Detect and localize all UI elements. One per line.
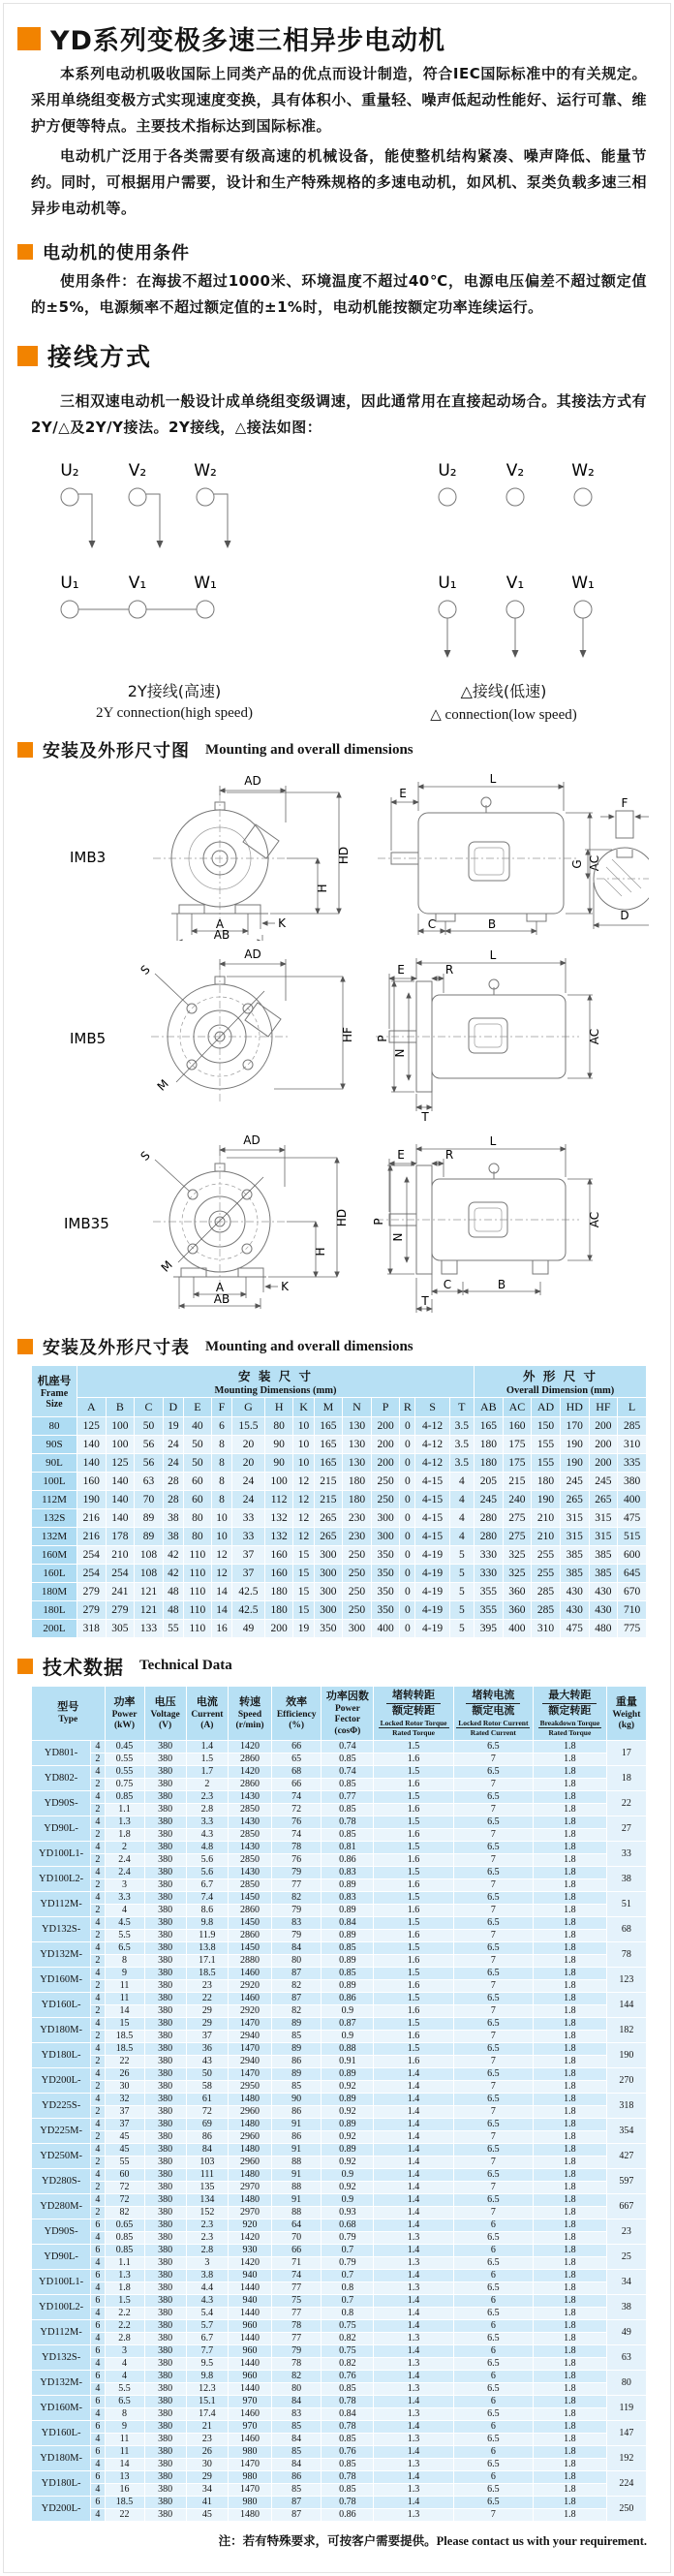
weight-cell: 123 [606,1968,646,1993]
orange-bullet-icon [17,1339,33,1354]
model-cell: YD180L- [32,2471,91,2497]
table-row: 90L 140 125 56 24 50 8 20 90 10 165 130 200 0 4-12 3.5 180 175 155 190 200 335 [32,1454,647,1473]
weight-cell: 597 [606,2169,646,2194]
model-cell: YD200L- [32,2497,91,2522]
table-row: 4 16 380 34 1470 85 0.85 1.3 6.5 1.8 [32,2484,647,2497]
table-row: 2 55 380 103 2960 88 0.92 1.4 7 1.8 [32,2157,647,2169]
svg-text:C: C [443,1278,452,1291]
table-row: 2 45 380 86 2960 86 0.92 1.4 7 1.8 [32,2131,647,2144]
table-row: 2 18.5 380 37 2940 85 0.9 1.6 7 1.8 [32,2031,647,2043]
technical-data-table [31,1686,647,2522]
weight-cell: 68 [606,1917,646,1942]
table-row: 4 11 380 23 1460 84 0.85 1.3 6.5 1.8 [32,2434,647,2446]
table-row: 4 4 380 9.5 1440 78 0.82 1.3 6.5 1.8 [32,2358,647,2371]
table-row: YD100L1- 6 1.3 380 3.8 940 74 0.7 1.4 6 1.8 34 [32,2270,647,2282]
table-row: 2 22 380 43 2940 86 0.91 1.6 7 1.8 [32,2056,647,2068]
orange-bullet-icon [17,1659,33,1674]
table-row: 2 4 380 8.6 2860 79 0.89 1.6 7 1.8 [32,1905,647,1917]
model-cell: YD180M- [32,2018,91,2043]
svg-text:AB: AB [213,1292,230,1306]
tech-title-en: Technical Data [139,1658,232,1673]
svg-text:V₁: V₁ [506,574,525,593]
speed-header: 转速 Speed (r/min) [229,1687,272,1741]
table-row: YD180M- 6 11 380 26 980 85 0.76 1.4 6 1.8 192 [32,2446,647,2459]
voltage-header: 电压 Voltage (V) [144,1687,186,1741]
model-cell: YD280M- [32,2194,91,2219]
svg-text:W₁: W₁ [194,574,217,593]
mounting-dimensions-table [31,1365,647,1638]
orange-bullet-icon [17,742,33,758]
model-cell: YD132S- [32,2345,91,2371]
svg-text:N: N [393,1048,407,1058]
svg-text:E: E [397,1148,405,1162]
model-cell: YD180L- [32,2043,91,2068]
model-cell: YD160M- [32,2396,91,2421]
table-row: YD180M- 4 15 380 29 1470 89 0.87 1.5 6.5 1.8 182 [32,2018,647,2031]
table-row: 132S 216 140 89 38 80 10 33 132 12 265 230 300 0 4-15 4 280 275 210 315 315 475 [32,1509,647,1528]
svg-text:IMB5: IMB5 [70,1030,107,1047]
model-cell: YD225S- [32,2094,91,2119]
frame-size-header: 机座号 Frame Size [32,1366,77,1417]
intro-paragraph-1: 本系列电动机吸收国际上同类产品的优点而设计制造，符合IEC国际标准中的有关规定。采用单绕组变极方式实现速度变换，具有体积小、重量轻、噪声低起动性能好、运行可靠、维护方便等特点。主要技术指标达到国际标准。 [31,65,647,135]
table-row: 160M 254 210 108 42 110 12 37 160 15 300 250 350 0 4-19 5 330 325 255 385 385 600 [32,1546,647,1565]
svg-text:V₂: V₂ [506,461,525,481]
table-row: YD180L- 4 18.5 380 36 1470 89 0.88 1.5 6.5 1.8 190 [32,2043,647,2056]
mounting-table-body [32,1417,647,1638]
model-cell: YD112M- [32,1892,91,1917]
svg-text:W₂: W₂ [571,461,595,481]
svg-text:IMB35: IMB35 [64,1215,109,1232]
dim-column-header: C [135,1398,164,1417]
wiring-delta-diagram [368,450,639,673]
table-row: YD100L2- 6 1.5 380 4.3 940 75 0.7 1.4 6 1.8 38 [32,2295,647,2308]
weight-cell: 18 [606,1766,646,1791]
svg-text:T: T [421,1294,429,1308]
svg-text:HD: HD [335,1208,349,1227]
table-row: 2 5.5 380 11.9 2860 79 0.89 1.6 7 1.8 [32,1930,647,1942]
table-row: YD802- 4 0.55 380 1.7 1420 68 0.74 1.5 6.5 1.8 18 [32,1766,647,1779]
svg-text:A: A [215,1281,225,1294]
weight-cell: 318 [606,2094,646,2119]
table-row: YD801- 4 0.45 380 1.4 1420 66 0.74 1.5 6.5 1.8 17 [32,1741,647,1754]
model-cell: YD100L2- [32,1867,91,1892]
svg-text:V₁: V₁ [128,574,147,593]
mounting-table-title-row [17,1334,647,1359]
weight-cell: 23 [606,2219,646,2245]
dim-column-header: E [183,1398,211,1417]
orange-bullet-icon [17,27,41,50]
dim-column-header: R [400,1398,415,1417]
dim-column-header: H [264,1398,293,1417]
table-row: 4 0.85 380 2.3 1420 70 0.79 1.3 6.5 1.8 [32,2232,647,2245]
svg-text:U₂: U₂ [60,461,79,481]
model-cell: YD132M- [32,2371,91,2396]
weight-cell: 51 [606,1892,646,1917]
dim-column-header: A [77,1398,107,1417]
svg-text:R: R [444,963,454,977]
wiring-paragraph: 三相双速电动机一般设计成单绕组变级调速，因此通常用在直接起动场合。其接法方式有2Y/△及2Y/Y接法。2Y接线，△接法如图： [31,392,647,436]
imb5-drawing [31,945,649,1129]
table-row: YD100L2- 4 2.4 380 5.6 1430 79 0.83 1.5 6.5 1.8 38 [32,1867,647,1879]
wiring-title: 接线方式 [47,343,153,371]
dim-column-header: B [106,1398,135,1417]
svg-text:B: B [487,917,497,931]
table-row: 2 3 380 6.7 2850 77 0.89 1.6 7 1.8 [32,1879,647,1892]
weight-cell: 33 [606,1842,646,1867]
model-cell: YD200L- [32,2068,91,2094]
imb3-drawing [31,766,649,941]
page-root [3,3,671,2573]
model-cell: YD801- [32,1741,91,1766]
table-row: 180M 279 241 121 48 110 14 42.5 180 15 300 250 350 0 4-19 5 355 360 285 430 430 670 [32,1583,647,1601]
table-row: 2 1.8 380 4.3 2850 74 0.85 1.6 7 1.8 [32,1829,647,1842]
table-row: YD160L- 6 9 380 21 970 85 0.78 1.4 6 1.8 147 [32,2421,647,2434]
svg-text:G: G [570,859,584,869]
model-cell: YD90S- [32,1791,91,1816]
table-row: 2 14 380 29 2920 82 0.9 1.6 7 1.8 [32,2005,647,2018]
svg-text:U₁: U₁ [60,574,79,593]
dim-column-header: N [343,1398,372,1417]
tech-table-body [32,1741,647,2522]
table-row: 4 1.1 380 3 1420 71 0.79 1.3 6.5 1.8 [32,2257,647,2270]
table-row: YD132S- 4 4.5 380 9.8 1450 83 0.84 1.5 6.5 1.8 68 [32,1917,647,1930]
wiring-delta-caption-en: △ connection(low speed) [430,707,577,723]
dim-column-header: HD [560,1398,589,1417]
table-row: 180L 279 279 121 48 110 14 42.5 180 15 300 250 350 0 4-19 5 355 360 285 430 430 710 [32,1601,647,1620]
current-header: 电流 Current (A) [186,1687,228,1741]
dim-column-header: F [211,1398,231,1417]
wiring-delta-figure [368,450,639,724]
table-row: 2 37 380 72 2960 86 0.92 1.4 7 1.8 [32,2106,647,2119]
breakdown-torque-header: 最大转距额定转距 $\frac{\text{Breakdown Torque}}{\text{Rated Torque}}$ [534,1687,607,1741]
weight-cell: 250 [606,2497,646,2522]
weight-cell: 192 [606,2446,646,2471]
svg-text:HF: HF [341,1027,354,1042]
dim-column-header: D [163,1398,183,1417]
svg-text:IMB3: IMB3 [70,849,107,866]
table-row: 2 1.1 380 2.8 2850 72 0.85 1.6 7 1.8 [32,1804,647,1816]
weight-cell: 667 [606,2194,646,2219]
mounting-fig-title-en: Mounting and overall dimensions [205,741,414,758]
mounting-fig-title-zh: 安装及外形尺寸图 [43,741,190,761]
dim-letter-row [32,1398,647,1417]
dim-column-header: HF [589,1398,618,1417]
table-row: 2 8 380 17.1 2880 80 0.89 1.6 7 1.8 [32,1955,647,1968]
overall-dims-group-header: 外 形 尺 寸 Overall Dimension (mm) [475,1366,647,1398]
svg-text:K: K [281,1280,289,1293]
model-cell: YD90L- [32,2245,91,2270]
svg-text:U₂: U₂ [438,461,457,481]
svg-text:M: M [158,1257,175,1275]
table-row: YD200L- 4 26 380 50 1470 89 0.89 1.4 6.5 1.8 270 [32,2068,647,2081]
table-row: 132M 216 178 89 38 80 10 33 132 12 265 230 300 0 4-15 4 280 275 210 315 315 515 [32,1528,647,1546]
svg-text:H: H [314,1247,327,1257]
model-cell: YD160L- [32,2421,91,2446]
svg-text:W₁: W₁ [571,574,595,593]
table-row: 160L 254 254 108 42 110 12 37 160 15 300 250 350 0 4-19 5 330 325 255 385 385 645 [32,1565,647,1583]
model-cell: YD132M- [32,1942,91,1968]
mounting-table-title-en: Mounting and overall dimensions [205,1338,414,1354]
svg-text:E: E [399,787,407,800]
weight-cell: 34 [606,2270,646,2295]
dim-column-header: AD [532,1398,561,1417]
weight-cell: 144 [606,1993,646,2018]
weight-cell: 224 [606,2471,646,2497]
svg-text:E: E [397,963,405,977]
table-row: YD132M- 4 6.5 380 13.8 1450 84 0.85 1.5 6.5 1.8 78 [32,1942,647,1955]
type-header: 型号 Type [32,1687,106,1741]
svg-text:C: C [427,917,437,931]
table-row: YD250M- 4 45 380 84 1480 91 0.89 1.4 6.5 1.8 427 [32,2144,647,2157]
svg-text:L: L [489,1134,497,1148]
usage-title-row [17,239,647,264]
model-cell: YD160M- [32,1968,91,1993]
model-cell: YD160L- [32,1993,91,2018]
wiring-2y-caption-en: 2Y connection(high speed) [96,705,253,721]
table-row: YD112M- 4 3.3 380 7.4 1450 82 0.83 1.5 6.5 1.8 51 [32,1892,647,1905]
dim-column-header: T [449,1398,474,1417]
model-cell: YD112M- [32,2320,91,2345]
weight-cell: 22 [606,1791,646,1816]
svg-text:R: R [444,1148,454,1162]
svg-text:V₂: V₂ [128,461,147,481]
weight-cell: 63 [606,2345,646,2371]
table-row: YD225S- 4 32 380 61 1480 90 0.89 1.4 6.5 1.8 318 [32,2094,647,2106]
svg-text:N: N [391,1232,405,1242]
table-row: YD90S- 6 0.65 380 2.3 920 64 0.68 1.4 6 1.8 23 [32,2219,647,2232]
model-cell: YD100L2- [32,2295,91,2320]
table-row: YD280M- 4 72 380 134 1480 91 0.9 1.4 6.5 1.8 667 [32,2194,647,2207]
svg-text:L: L [489,772,497,786]
tech-title-row [17,1652,647,1680]
dim-column-header: P [371,1398,400,1417]
svg-text:K: K [278,916,286,930]
weight-cell: 427 [606,2144,646,2169]
dim-column-header: G [232,1398,265,1417]
svg-text:A: A [215,917,225,931]
table-row: 4 22 380 45 1480 87 0.86 1.3 7 1.8 [32,2509,647,2522]
table-row: 2 2.4 380 5.6 2850 76 0.86 1.6 7 1.8 [32,1854,647,1867]
dim-column-header: K [293,1398,314,1417]
table-row: 112M 190 140 70 28 60 8 24 112 12 215 180 250 0 4-15 4 245 240 190 265 265 400 [32,1491,647,1509]
table-row: YD180L- 6 13 380 29 980 86 0.78 1.4 6 1.8 224 [32,2471,647,2484]
weight-cell: 27 [606,1816,646,1842]
model-cell: YD100L1- [32,1842,91,1867]
wiring-2y-diagram [39,450,310,673]
svg-text:S: S [138,962,153,978]
locked-rotor-current-header: 堵转电流额定电流 $\frac{\text{Locked Rotor Current}}{\text{Rated Current}}$ [453,1687,533,1741]
mounting-dims-group-header: 安 装 尺 寸 Mounting Dimensions (mm) [77,1366,475,1398]
svg-text:L: L [489,948,497,962]
table-row: YD225M- 4 37 380 69 1480 91 0.89 1.4 6.5 1.8 354 [32,2119,647,2131]
tech-header-row [32,1687,647,1741]
svg-text:F: F [621,796,628,810]
tech-title-zh: 技术数据 [43,1656,124,1679]
weight-cell: 25 [606,2245,646,2270]
weight-cell: 80 [606,2371,646,2396]
efficiency-header: 效率 Efficiency (%) [271,1687,321,1741]
table-row: YD112M- 6 2.2 380 5.7 960 78 0.75 1.4 6 1.8 49 [32,2320,647,2333]
orange-bullet-icon [17,346,38,366]
svg-text:AD: AD [244,774,261,788]
table-row: 2 72 380 135 2970 88 0.92 1.4 7 1.8 [32,2182,647,2194]
dim-column-header: AB [475,1398,504,1417]
usage-title: 电动机的使用条件 [43,243,190,264]
weight-cell: 78 [606,1942,646,1968]
table-row: 4 8 380 17.4 1460 83 0.84 1.3 6.5 1.8 [32,2408,647,2421]
dim-column-header: L [618,1398,647,1417]
table-row: YD200L- 6 18.5 380 41 980 87 0.78 1.4 6.5 1.8 250 [32,2497,647,2509]
svg-text:B: B [497,1278,506,1291]
table-row: 4 1.8 380 4.4 1440 77 0.8 1.3 6.5 1.8 [32,2282,647,2295]
svg-text:AC: AC [588,1211,601,1228]
svg-text:AD: AD [244,947,261,961]
model-cell: YD132S- [32,1917,91,1942]
usage-paragraph: 使用条件：在海拔不超过1000米、环境温度不超过40℃，电源电压偏差不超过额定值的±5%，电源频率不超过额定值的±1%时，电动机能按额定功率连续运行。 [31,272,647,316]
table-row: YD132M- 6 4 380 9.8 960 82 0.76 1.4 6 1.8 80 [32,2371,647,2383]
table-row: YD160M- 6 6.5 380 15.1 970 84 0.78 1.4 6 1.8 119 [32,2396,647,2408]
weight-cell: 147 [606,2421,646,2446]
model-cell: YD180M- [32,2446,91,2471]
svg-text:AB: AB [213,928,230,941]
svg-text:T: T [421,1110,429,1124]
table-row: 2 11 380 23 2920 82 0.89 1.6 7 1.8 [32,1980,647,1993]
weight-cell: 182 [606,2018,646,2043]
table-row: YD160M- 4 9 380 18.5 1460 87 0.85 1.5 6.5 1.8 123 [32,1968,647,1980]
mounting-table-title-zh: 安装及外形尺寸表 [43,1338,190,1358]
svg-text:AC: AC [588,1028,601,1045]
svg-text:H: H [316,884,329,893]
svg-text:HD: HD [337,846,351,865]
svg-text:M: M [154,1076,171,1094]
table-row: YD90S- 4 0.85 380 2.3 1430 74 0.77 1.5 6.5 1.8 22 [32,1791,647,1804]
footer-note: 注：若有特殊要求，可按客户需要提供。Please contact us with your requirement. [218,2533,647,2549]
model-cell: YD802- [32,1766,91,1791]
power-header: 功率 Power (kW) [105,1687,144,1741]
table-row: YD100L1- 4 2 380 4.8 1430 78 0.81 1.5 6.5 1.8 33 [32,1842,647,1854]
model-cell: YD225M- [32,2119,91,2144]
wiring-diagrams [31,445,647,724]
svg-text:P: P [372,1218,385,1226]
table-row: YD160L- 4 11 380 22 1460 87 0.86 1.5 6.5 1.8 144 [32,1993,647,2005]
table-row: 200L 318 305 133 55 110 16 49 200 19 350 300 400 0 4-19 5 395 400 310 475 480 775 [32,1620,647,1638]
svg-text:P: P [376,1035,389,1042]
weight-cell: 38 [606,2295,646,2320]
table-row: 90S 140 100 56 24 50 8 20 90 10 165 130 200 0 4-12 3.5 180 175 155 190 200 310 [32,1436,647,1454]
power-factor-header: 功率因数 Power Fector (cosΦ) [322,1687,374,1741]
svg-text:U₁: U₁ [438,574,457,593]
dim-column-header: S [415,1398,449,1417]
table-row: YD90L- 4 1.3 380 3.3 1430 76 0.78 1.5 6.5 1.8 27 [32,1816,647,1829]
wiring-2y-figure [39,450,310,724]
table-row: 4 2.2 380 5.4 1440 77 0.8 1.4 6.5 1.8 [32,2308,647,2320]
wiring-title-row [17,338,647,373]
svg-text:W₂: W₂ [194,461,217,481]
table-row: 4 5.5 380 12.3 1440 80 0.85 1.3 6.5 1.8 [32,2383,647,2396]
wiring-2y-caption-zh: 2Y接线(高速) [127,682,222,700]
weight-cell: 354 [606,2119,646,2144]
svg-text:D: D [620,909,629,922]
model-cell: YD250M- [32,2144,91,2169]
weight-header: 重量 Weight (kg) [606,1687,646,1741]
weight-cell: 190 [606,2043,646,2068]
model-cell: YD100L1- [32,2270,91,2295]
table-row: 2 0.55 380 1.5 2860 65 0.85 1.6 7 1.8 [32,1754,647,1766]
page-title: YD系列变极多速三相异步电动机 [50,26,445,56]
svg-text:AD: AD [243,1133,260,1147]
table-row: 100L 160 140 63 28 60 8 24 100 12 215 180 250 0 4-15 4 205 215 180 245 245 380 [32,1473,647,1491]
imb35-drawing [31,1133,649,1322]
weight-cell: 49 [606,2320,646,2345]
model-cell: YD90L- [32,1816,91,1842]
table-row: 2 0.75 380 2 2860 66 0.85 1.6 7 1.8 [32,1779,647,1791]
table-row: YD280S- 4 60 380 111 1480 91 0.9 1.4 6.5 1.8 597 [32,2169,647,2182]
table-row: YD90L- 6 0.85 380 2.8 930 66 0.7 1.4 6 1.8 25 [32,2245,647,2257]
dim-column-header: AC [503,1398,532,1417]
model-cell: YD90S- [32,2219,91,2245]
table-row: 2 30 380 58 2950 85 0.92 1.4 7 1.8 [32,2081,647,2094]
dim-column-header: M [314,1398,343,1417]
weight-cell: 119 [606,2396,646,2421]
mounting-fig-title-row [17,737,647,762]
weight-cell: 270 [606,2068,646,2094]
orange-bullet-icon [17,244,33,260]
table-row: 80 125 100 50 19 40 6 15.5 80 10 165 130 200 0 4-12 3.5 165 160 150 170 200 285 [32,1417,647,1436]
main-title-row [17,19,647,57]
table-row: 4 2.8 380 6.7 1440 77 0.82 1.3 6.5 1.8 [32,2333,647,2345]
wiring-delta-caption-zh: △接线(低速) [460,682,547,700]
weight-cell: 38 [606,1867,646,1892]
model-cell: YD280S- [32,2169,91,2194]
intro-paragraph-2: 电动机广泛用于各类需要有级高速的机械设备，能使整机结构紧凑、噪声降低、能量节约。同时，可根据用户需要，设计和生产特殊规格的多速电动机，如风机、泵类负载多速三相异步电动机等。 [31,147,647,217]
table-row: 2 82 380 152 2970 88 0.93 1.4 7 1.8 [32,2207,647,2219]
svg-text:S: S [138,1148,153,1164]
weight-cell: 17 [606,1741,646,1766]
locked-rotor-torque-header: 堵转转距额定转距 $\frac{\text{Locked Rotor Torque}}{\text{Rated Torque}}$ [374,1687,453,1741]
table-row: YD132S- 6 3 380 7.7 960 79 0.75 1.4 6 1.8 63 [32,2345,647,2358]
svg-text:AC: AC [588,854,601,872]
table-row: 4 14 380 30 1470 84 0.85 1.3 6.5 1.8 [32,2459,647,2471]
